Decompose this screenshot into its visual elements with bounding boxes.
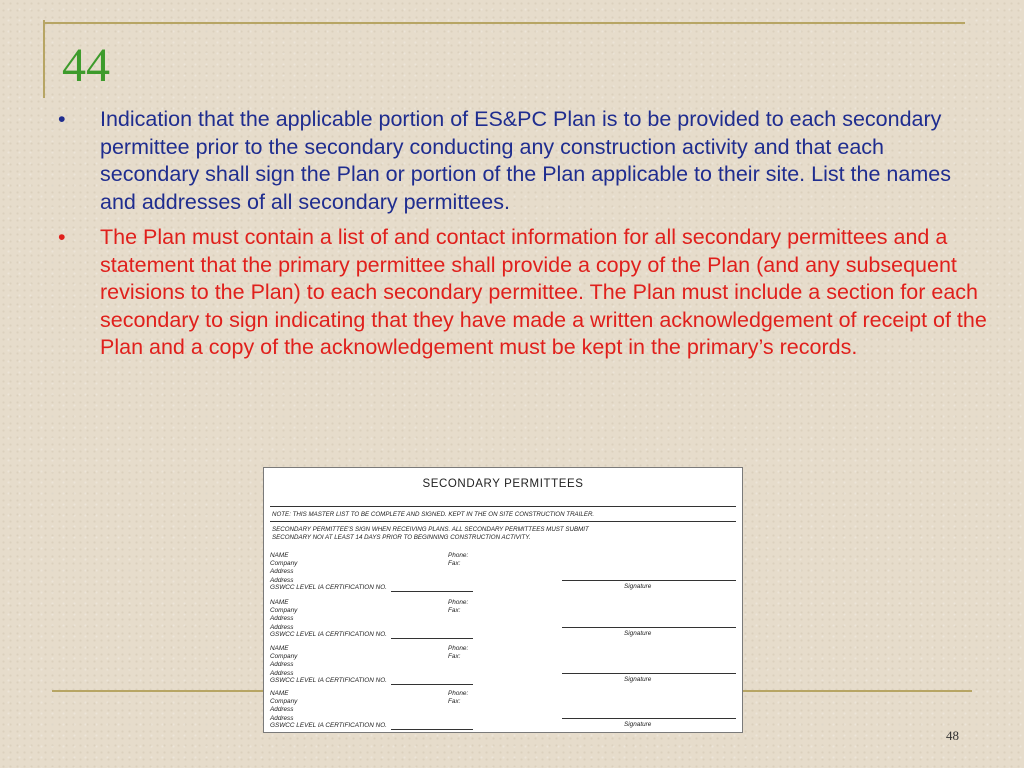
form-divider (270, 506, 736, 507)
phone-label: Phone: (448, 552, 469, 559)
frame-vertical-line (43, 20, 45, 98)
name-label: NAME (270, 599, 289, 606)
signature-line (562, 673, 736, 674)
certification-row (270, 677, 473, 685)
bullet-text: Indication that the applicable portion of ES&PC Plan is to be provided to each secondary permittee prior to the secondary conducting any construction activity and that each secondary shall sign the Plan or portion of the Plan applicable to their site. List the names and addresses of all secondary permittees. (100, 107, 951, 214)
fax-label: Fax: (448, 653, 461, 660)
cert-blank-line (391, 678, 473, 685)
cert-blank-line (391, 585, 473, 592)
bullet-item (58, 106, 988, 216)
bullet-text: The Plan must contain a list of and contact information for all secondary permittees and a statement that the primary permittee shall provide a copy of the Plan (and any subsequent revisions to the Plan) to each secondary permittee. The Plan must include a section for each secondary to sign indicating that they have made a written acknowledgement of receipt of the Plan and a copy of the acknowledgement must be kept in the primary’s records. (100, 225, 987, 359)
cert-label: GSWCC LEVEL IA CERTIFICATION NO. (270, 722, 387, 729)
company-label: Company (270, 698, 298, 706)
signature-label: Signature (624, 721, 652, 728)
permittee-entry (270, 599, 736, 643)
name-label: NAME (270, 645, 289, 652)
slide-title: 44 (62, 39, 110, 92)
address-label: Address (270, 661, 294, 669)
form-title: SECONDARY PERMITTEES (422, 478, 584, 490)
fax-label: Fax: (448, 560, 461, 567)
form-note: NOTE: THIS MASTER LIST TO BE COMPLETE AND SIGNED. KEPT IN THE ON SITE CONSTRUCTION TRAILER. (272, 511, 595, 518)
certification-row (270, 722, 473, 730)
address-label: Address (270, 568, 294, 576)
bullet-list (58, 106, 988, 370)
phone-label: Phone: (448, 645, 469, 652)
company-label: Company (270, 560, 298, 568)
signature-line (562, 580, 736, 581)
address-label: Address (270, 623, 294, 631)
entry-fields (270, 599, 297, 632)
bullet-marker: • (58, 107, 66, 131)
permittee-entry (270, 645, 736, 689)
address-label: Address (270, 576, 294, 584)
phone-label: Phone: (448, 599, 469, 606)
signature-line (562, 718, 736, 719)
bullet-marker: • (58, 225, 66, 249)
address-label: Address (270, 714, 294, 722)
page-number: 48 (946, 728, 959, 743)
entry-fields (270, 552, 297, 585)
entry-fields (270, 645, 297, 678)
cert-blank-line (391, 632, 473, 639)
name-label: NAME (270, 552, 289, 559)
signature-label: Signature (624, 583, 652, 590)
name-label: NAME (270, 690, 289, 697)
certification-row (270, 631, 473, 639)
signature-line (562, 627, 736, 628)
form-instruction (272, 526, 589, 542)
signature-label: Signature (624, 676, 652, 683)
address-label: Address (270, 615, 294, 623)
certification-row (270, 584, 473, 592)
form-instruction-line: SECONDARY PERMITTEE'S SIGN WHEN RECEIVING PLANS. ALL SECONDARY PERMITTEES MUST SUBMIT (272, 526, 589, 533)
bullet-item (58, 224, 988, 362)
fax-label: Fax: (448, 698, 461, 705)
signature-label: Signature (624, 630, 652, 637)
frame-top-line (43, 22, 965, 24)
secondary-permittees-form-image (263, 467, 743, 733)
cert-blank-line (391, 723, 473, 730)
form-divider (270, 521, 736, 522)
address-label: Address (270, 706, 294, 714)
permittee-entry (270, 690, 736, 733)
company-label: Company (270, 653, 298, 661)
permittee-entry (270, 552, 736, 596)
form-instruction-line: SECONDARY NOI AT LEAST 14 DAYS PRIOR TO BEGINNING CONSTRUCTION ACTIVITY. (272, 534, 531, 541)
cert-label: GSWCC LEVEL IA CERTIFICATION NO. (270, 677, 387, 684)
address-label: Address (270, 669, 294, 677)
cert-label: GSWCC LEVEL IA CERTIFICATION NO. (270, 631, 387, 638)
cert-label: GSWCC LEVEL IA CERTIFICATION NO. (270, 584, 387, 591)
company-label: Company (270, 607, 298, 615)
entry-fields (270, 690, 297, 723)
fax-label: Fax: (448, 607, 461, 614)
phone-label: Phone: (448, 690, 469, 697)
